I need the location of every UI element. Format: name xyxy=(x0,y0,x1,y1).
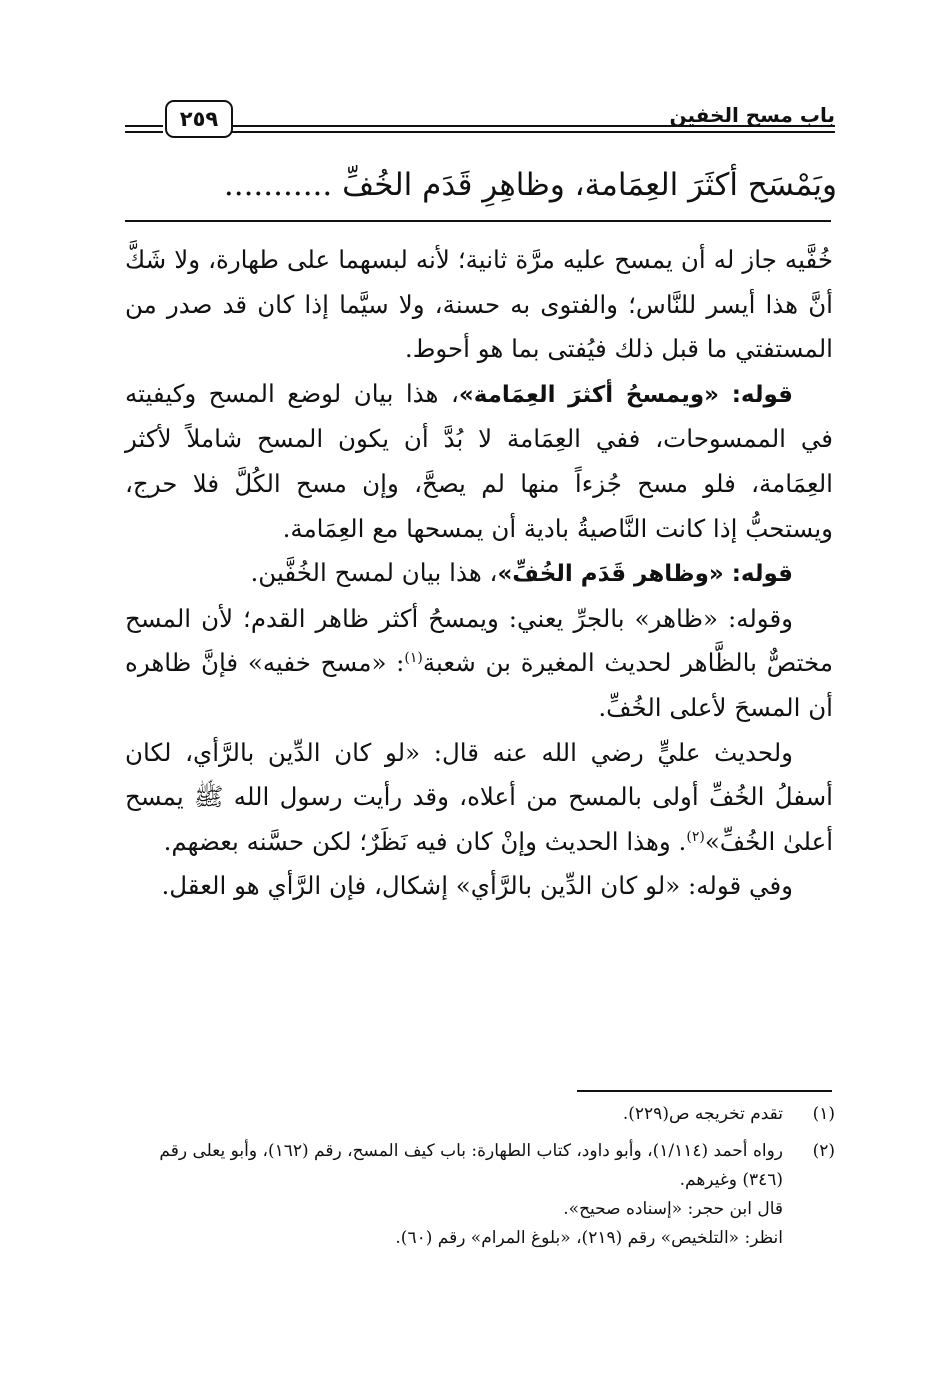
footnote-text: تقدم تخريجه ص(٢٢٩). xyxy=(622,1104,783,1124)
paragraph-text: وقوله: «ظاهر» بالجرِّ يعني: ويمسحُ أكثر ظاهر القدم؛ لأن المسح مختصٌّ بالظَّاهر لحديث المغيرة بن شعبة xyxy=(125,603,833,678)
running-title: باب مسح الخفين xyxy=(669,103,835,127)
header-rule-right-2 xyxy=(231,131,835,133)
paragraph xyxy=(125,597,833,731)
footnote-ref[interactable]: (١) xyxy=(404,650,423,667)
header-rule-left xyxy=(125,125,163,127)
matn-divider xyxy=(125,220,831,222)
paragraph-text: ولحديث عليٍّ رضي الله عنه قال: «لو كان الدِّين بالرَّأي، لكان أسفلُ الخُفِّ أولى بالمسح من أعلاه، وقد رأيت رسول الله ﷺ يمسح أعلىٰ الخُفِّ» xyxy=(125,737,833,856)
quoted-phrase: قوله: «وظاهر قَدَم الخُفِّ» xyxy=(497,561,793,588)
paragraph: وفي قوله: «لو كان الدِّين بالرَّأي» إشكال، فإن الرَّأي هو العقل. xyxy=(161,871,793,901)
footnote-text: انظر: «التلخيص» رقم (٢١٩)، «بلوغ المرام» رقم (٦٠). xyxy=(395,1228,783,1248)
paragraph xyxy=(125,551,833,597)
page-header xyxy=(125,92,835,152)
paragraph-text: ، هذا بيان لوضع المسح وكيفيته في الممسوحات، ففي العِمَامة لا بُدَّ أن يكون المسح شاملاً لأكثر العِمَامة، فلو مسح جُزءاً منها لم يصحَّ، وإن مسح الكُلَّ فلا حرج، ويستحبُّ إذا كانت النَّاصيةُ بادية أن يمسحها مع العِمَامة. xyxy=(125,378,833,543)
paragraph: خُفَّيه جاز له أن يمسح عليه مرَّة ثانية؛ لأنه لبسهما على طهارة، ولا شَكَّ أنَّ هذا أيسر للنَّاس؛ والفتوى به حسنة، ولا سيَّما إذا كان قد صدر من المستفتي ما قبل ذلك فيُفتى بما هو أحوط. xyxy=(125,245,833,364)
footnote xyxy=(125,1137,835,1253)
footnote-divider xyxy=(577,1090,832,1092)
footnote-number: (٢) xyxy=(812,1141,835,1161)
footnote-ref[interactable]: (٢) xyxy=(686,828,705,845)
matn-text: ويَمْسَح أكثَرَ العِمَامة، وظاهِرِ قَدَم الخُفِّ ........... xyxy=(223,167,837,203)
quoted-phrase: قوله: «ويمسحُ أكثرَ العِمَامة» xyxy=(458,381,793,408)
paragraph xyxy=(125,372,833,551)
paragraph-text: . وهذا الحديث وإنْ كان فيه نَظَرٌ؛ لكن حسَّنه بعضهم. xyxy=(163,826,687,856)
paragraph-text: : «مسح خفيه» فإنَّ ظاهره أن المسحَ لأعلى الخُفِّ. xyxy=(125,648,833,722)
paragraph-text: ، هذا بيان لمسح الخُفَّين. xyxy=(250,558,498,588)
header-rule-right xyxy=(231,125,835,127)
commentary-body xyxy=(125,238,833,909)
header-rule-left-2 xyxy=(125,131,163,133)
paragraph xyxy=(125,731,833,865)
footnote xyxy=(125,1100,835,1129)
page-number: ٢٥٩ xyxy=(165,100,233,138)
footnote-text: قال ابن حجر: «إسناده صحيح». xyxy=(563,1199,783,1219)
footnotes xyxy=(125,1100,835,1253)
footnote-number: (١) xyxy=(812,1104,835,1124)
footnote-text: رواه أحمد (١/١١٤)، وأبو داود، كتاب الطهارة: باب كيف المسح، رقم (١٦٢)، وأبو يعلى رقم (٣٤٦) وغيرهم. xyxy=(159,1141,783,1190)
